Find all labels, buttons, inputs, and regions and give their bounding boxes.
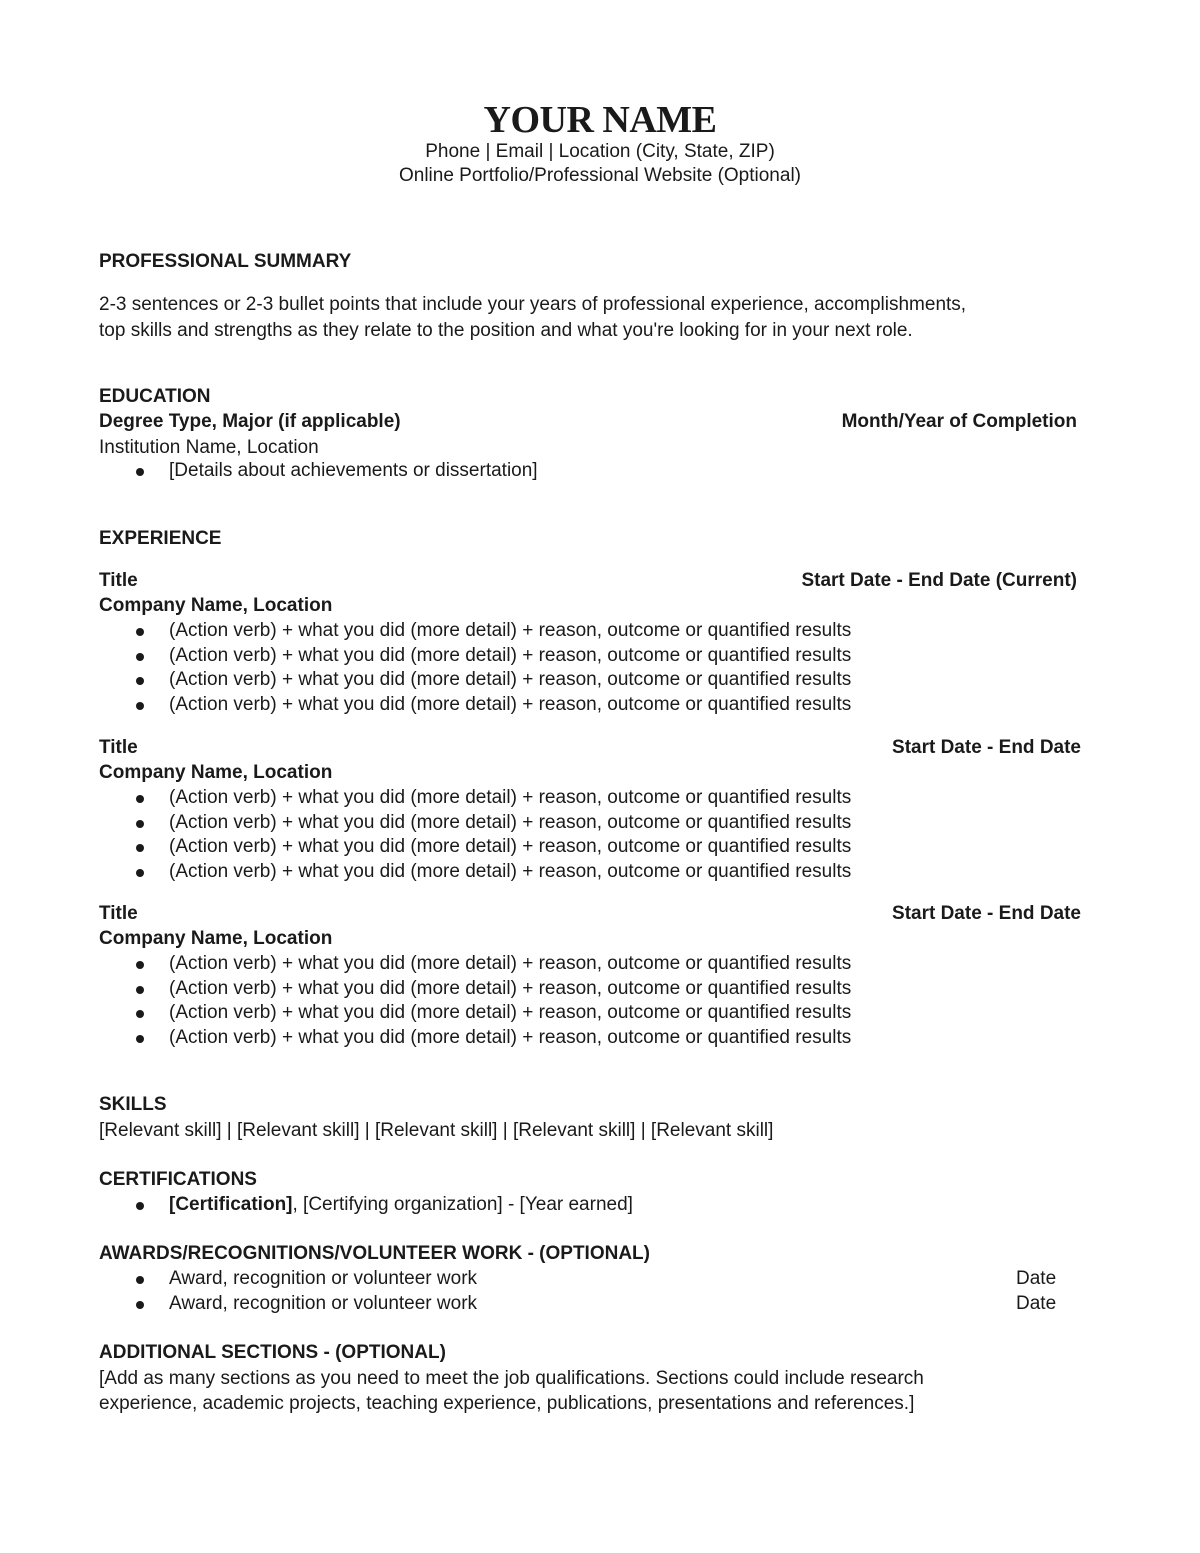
job-company: Company Name, Location <box>99 595 333 616</box>
job-bullet-text: (Action verb) + what you did (more detail) + reason, outcome or quantified results <box>169 978 852 999</box>
education-detail: [Details about achievements or dissertation] <box>169 460 538 481</box>
education-completion: Month/Year of Completion <box>841 411 1077 432</box>
job-bullet-text: (Action verb) + what you did (more detail) + reason, outcome or quantified results <box>169 1027 852 1048</box>
job-dates: Start Date - End Date <box>892 737 1081 758</box>
award-text: Award, recognition or volunteer work <box>169 1268 478 1289</box>
job-dates: Start Date - End Date <box>892 903 1081 924</box>
bullet-icon <box>136 1202 144 1210</box>
job-bullet-text: (Action verb) + what you did (more detail) + reason, outcome or quantified results <box>169 645 852 666</box>
summary-line-2: top skills and strengths as they relate to the position and what you're looking for in your next role. <box>99 320 913 341</box>
job-bullet-text: (Action verb) + what you did (more detail) + reason, outcome or quantified results <box>169 812 852 833</box>
skills-heading: SKILLS <box>99 1094 167 1115</box>
job-bullet-text: (Action verb) + what you did (more detail) + reason, outcome or quantified results <box>169 620 852 641</box>
bullet-icon <box>136 844 144 852</box>
bullet-icon <box>136 820 144 828</box>
skills-line: [Relevant skill] | [Relevant skill] | [Relevant skill] | [Relevant skill] | [Relevant skill] <box>99 1120 774 1141</box>
website-line: Online Portfolio/Professional Website (Optional) <box>398 165 801 186</box>
bullet-icon <box>136 653 144 661</box>
certifications-heading: CERTIFICATIONS <box>99 1169 257 1190</box>
education-degree: Degree Type, Major (if applicable) <box>99 411 401 432</box>
certification-details: , [Certifying organization] - [Year earned] <box>292 1194 633 1215</box>
job-bullet-text: (Action verb) + what you did (more detail) + reason, outcome or quantified results <box>169 787 852 808</box>
bullet-icon <box>136 677 144 685</box>
resume-name: YOUR NAME <box>483 99 717 141</box>
award-date: Date <box>1016 1268 1057 1289</box>
award-text: Award, recognition or volunteer work <box>169 1293 478 1314</box>
bullet-icon <box>136 986 144 994</box>
awards-heading: AWARDS/RECOGNITIONS/VOLUNTEER WORK - (OPTIONAL) <box>99 1243 650 1264</box>
job-bullet-text: (Action verb) + what you did (more detail) + reason, outcome or quantified results <box>169 1002 852 1023</box>
additional-line-1: [Add as many sections as you need to meet the job qualifications. Sections could include research <box>99 1368 924 1389</box>
bullet-icon <box>136 1035 144 1043</box>
job-company: Company Name, Location <box>99 762 333 783</box>
bullet-icon <box>136 702 144 710</box>
job-bullet-text: (Action verb) + what you did (more detail) + reason, outcome or quantified results <box>169 694 852 715</box>
bullet-icon <box>136 1301 144 1309</box>
additional-heading: ADDITIONAL SECTIONS - (OPTIONAL) <box>99 1342 446 1363</box>
job-title: Title <box>99 570 138 591</box>
summary-line-1: 2-3 sentences or 2-3 bullet points that include your years of professional experience, accomplishments, <box>99 294 967 315</box>
education-institution: Institution Name, Location <box>99 437 319 458</box>
bullet-icon <box>136 795 144 803</box>
bullet-icon <box>136 628 144 636</box>
job-dates: Start Date - End Date (Current) <box>801 570 1077 591</box>
certification-text <box>169 1193 633 1217</box>
job-bullet-text: (Action verb) + what you did (more detail) + reason, outcome or quantified results <box>169 861 852 882</box>
additional-line-2: experience, academic projects, teaching experience, publications, presentations and references.] <box>99 1393 915 1414</box>
bullet-icon <box>136 468 144 476</box>
job-bullet-text: (Action verb) + what you did (more detail) + reason, outcome or quantified results <box>169 669 852 690</box>
job-title: Title <box>99 737 138 758</box>
summary-heading: PROFESSIONAL SUMMARY <box>99 251 352 272</box>
bullet-icon <box>136 869 144 877</box>
bullet-icon <box>136 1276 144 1284</box>
contact-line: Phone | Email | Location (City, State, ZIP) <box>425 141 775 162</box>
job-company: Company Name, Location <box>99 928 333 949</box>
experience-heading: EXPERIENCE <box>99 528 222 549</box>
bullet-icon <box>136 961 144 969</box>
job-bullet-text: (Action verb) + what you did (more detail) + reason, outcome or quantified results <box>169 953 852 974</box>
job-title: Title <box>99 903 138 924</box>
education-heading: EDUCATION <box>99 386 211 407</box>
bullet-icon <box>136 1010 144 1018</box>
job-bullet-text: (Action verb) + what you did (more detail) + reason, outcome or quantified results <box>169 836 852 857</box>
certification-name: [Certification] <box>169 1194 293 1215</box>
award-date: Date <box>1016 1293 1057 1314</box>
